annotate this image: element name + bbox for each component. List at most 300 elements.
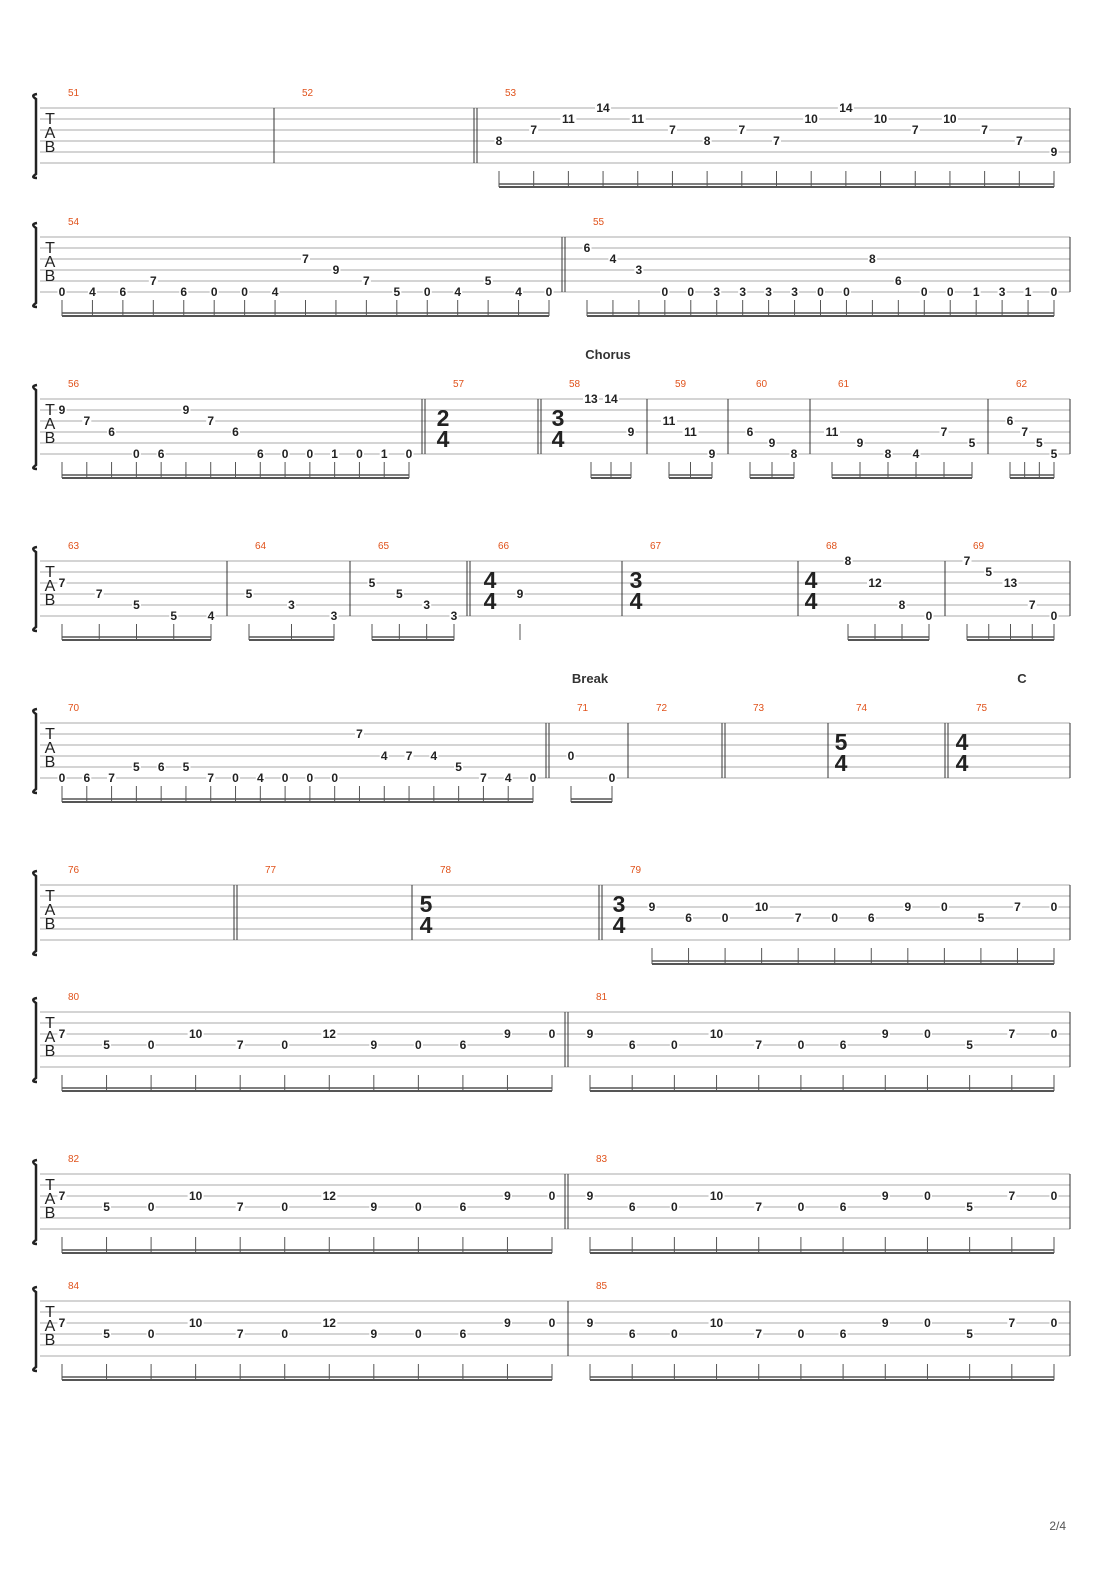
fret-number: 6 — [180, 285, 188, 299]
fret-number: 5 — [245, 587, 253, 601]
measure-number: 54 — [68, 217, 80, 228]
tab-clef-letter: A — [44, 254, 56, 271]
fret-number: 9 — [370, 1327, 378, 1341]
fret-number: 9 — [370, 1038, 378, 1052]
measure-number: 67 — [650, 541, 662, 552]
measure-number: 71 — [577, 703, 589, 714]
fret-number: 7 — [1015, 134, 1023, 148]
fret-number: 7 — [669, 123, 676, 137]
fret-number: 5 — [393, 285, 401, 299]
system-bracket — [33, 1287, 37, 1371]
time-signature-top: 3 — [629, 567, 643, 593]
system-bracket — [33, 94, 37, 178]
time-signature-bottom: 4 — [483, 588, 497, 614]
fret-number: 7 — [940, 425, 948, 439]
measure-number: 52 — [302, 88, 314, 99]
fret-number: 5 — [484, 274, 492, 288]
tab-clef-letter: B — [44, 1205, 56, 1222]
fret-number: 6 — [157, 447, 165, 461]
fret-number: 5 — [103, 1327, 110, 1341]
fret-number: 0 — [924, 1027, 931, 1041]
staff-system — [33, 217, 1070, 316]
fret-number: 0 — [661, 285, 669, 299]
fret-number: 0 — [721, 911, 729, 925]
fret-number: 0 — [306, 771, 314, 785]
fret-number: 7 — [58, 1316, 66, 1330]
fret-number: 8 — [884, 447, 892, 461]
tab-clef-letter: A — [44, 1029, 56, 1046]
fret-number: 6 — [83, 771, 91, 785]
fret-number: 6 — [157, 760, 165, 774]
fret-number: 9 — [58, 403, 66, 417]
fret-number: 10 — [873, 112, 888, 126]
fret-number: 0 — [831, 911, 839, 925]
tab-clef-letter: T — [45, 564, 55, 581]
tab-clef-letter: A — [44, 902, 56, 919]
fret-number: 3 — [288, 598, 295, 612]
measure-number: 85 — [596, 1281, 608, 1292]
fret-number: 9 — [627, 425, 635, 439]
fret-number: 8 — [790, 447, 798, 461]
staff-system — [33, 865, 1070, 964]
fret-number: 9 — [881, 1316, 889, 1330]
measure-number: 51 — [68, 88, 80, 99]
fret-number: 7 — [794, 911, 802, 925]
fret-number: 0 — [423, 285, 431, 299]
measure-number: 73 — [753, 703, 765, 714]
fret-number: 9 — [708, 447, 716, 461]
fret-number: 6 — [746, 425, 754, 439]
fret-number: 3 — [998, 285, 1006, 299]
fret-number: 14 — [604, 392, 618, 406]
tab-clef-letter: B — [44, 916, 56, 933]
fret-number: 5 — [395, 587, 403, 601]
tab-clef-letter: T — [45, 1177, 55, 1194]
measure-number: 74 — [856, 703, 868, 714]
fret-number: 10 — [709, 1027, 724, 1041]
time-signature-bottom: 4 — [834, 750, 848, 776]
fret-number: 6 — [583, 241, 591, 255]
fret-number: 0 — [356, 447, 363, 461]
measure-number: 62 — [1016, 379, 1028, 390]
time-signature-top: 5 — [834, 729, 848, 755]
fret-number: 0 — [687, 285, 695, 299]
fret-number: 5 — [133, 598, 140, 612]
fret-number: 5 — [966, 1038, 973, 1052]
fret-number: 9 — [768, 436, 776, 450]
system-bracket — [33, 385, 37, 469]
fret-number: 8 — [703, 134, 711, 148]
measure-number: 60 — [756, 379, 768, 390]
tab-clef-letter: B — [44, 430, 56, 447]
fret-number: 6 — [628, 1038, 636, 1052]
measure-number: 53 — [505, 88, 517, 99]
time-signature-top: 4 — [955, 729, 969, 755]
measure-number: 79 — [630, 865, 642, 876]
fret-number: 0 — [925, 609, 933, 623]
fret-number: 4 — [380, 749, 388, 763]
fret-number: 5 — [968, 436, 976, 450]
fret-number: 0 — [210, 285, 218, 299]
tab-clef-letter: T — [45, 1015, 55, 1032]
fret-number: 1 — [972, 285, 980, 299]
fret-number: 0 — [567, 749, 575, 763]
fret-number: 0 — [281, 1038, 289, 1052]
measure-number: 59 — [675, 379, 687, 390]
fret-number: 7 — [356, 727, 363, 741]
fret-number: 5 — [133, 760, 140, 774]
measure-number: 76 — [68, 865, 80, 876]
fret-number: 7 — [911, 123, 919, 137]
fret-number: 5 — [455, 760, 462, 774]
staff-system — [33, 703, 1070, 802]
fret-number: 0 — [281, 771, 289, 785]
fret-number: 0 — [548, 1316, 556, 1330]
measure-number: 80 — [68, 992, 80, 1003]
fret-number: 11 — [825, 425, 839, 439]
tab-clef-letter: B — [44, 754, 56, 771]
fret-number: 6 — [867, 911, 875, 925]
fret-number: 0 — [58, 771, 66, 785]
fret-number: 0 — [920, 285, 928, 299]
tab-clef-letter: A — [44, 416, 56, 433]
fret-number: 9 — [182, 403, 190, 417]
fret-number: 7 — [405, 749, 413, 763]
fret-number: 13 — [584, 392, 598, 406]
time-signature-top: 3 — [551, 405, 565, 431]
fret-number: 9 — [881, 1027, 889, 1041]
fret-number: 5 — [103, 1038, 110, 1052]
fret-number: 8 — [844, 554, 852, 568]
staff-system — [33, 992, 1070, 1091]
fret-number: 8 — [495, 134, 503, 148]
fret-number: 6 — [459, 1200, 467, 1214]
time-signature-bottom: 4 — [629, 588, 643, 614]
fret-number: 0 — [843, 285, 850, 299]
fret-number: 0 — [232, 771, 239, 785]
tab-clef-letter: T — [45, 888, 55, 905]
fret-number: 7 — [755, 1327, 763, 1341]
fret-number: 9 — [586, 1316, 594, 1330]
fret-number: 0 — [147, 1200, 155, 1214]
fret-number: 5 — [966, 1327, 973, 1341]
fret-number: 1 — [380, 447, 388, 461]
fret-number: 9 — [370, 1200, 378, 1214]
fret-number: 7 — [1008, 1316, 1016, 1330]
time-signature-bottom: 4 — [955, 750, 969, 776]
fret-number: 7 — [1021, 425, 1029, 439]
fret-number: 0 — [548, 1027, 556, 1041]
time-signature-bottom: 4 — [436, 426, 450, 452]
measure-number: 69 — [973, 541, 985, 552]
tab-clef-letter: T — [45, 111, 55, 128]
system-bracket — [33, 1160, 37, 1244]
fret-number: 10 — [709, 1189, 724, 1203]
fret-number: 9 — [648, 900, 656, 914]
fret-number: 7 — [773, 134, 780, 148]
time-signature-top: 2 — [436, 405, 450, 431]
fret-number: 0 — [671, 1038, 678, 1052]
fret-number: 5 — [368, 576, 376, 590]
fret-number: 6 — [839, 1038, 847, 1052]
fret-number: 6 — [628, 1200, 636, 1214]
fret-number: 3 — [765, 285, 772, 299]
measure-number: 72 — [656, 703, 668, 714]
tab-clef-letter: B — [44, 139, 56, 156]
fret-number: 3 — [739, 285, 747, 299]
fret-number: 7 — [1028, 598, 1036, 612]
system-bracket — [33, 871, 37, 955]
fret-number: 10 — [804, 112, 818, 126]
time-signature-bottom: 4 — [419, 912, 433, 938]
fret-number: 4 — [271, 285, 279, 299]
system-bracket — [33, 998, 37, 1082]
fret-number: 6 — [459, 1038, 467, 1052]
fret-number: 4 — [504, 771, 512, 785]
fret-number: 7 — [363, 274, 370, 288]
fret-number: 11 — [562, 112, 575, 126]
fret-number: 9 — [856, 436, 864, 450]
fret-number: 10 — [188, 1189, 203, 1203]
fret-number: 4 — [89, 285, 96, 299]
fret-number: 6 — [1006, 414, 1014, 428]
time-signature-bottom: 4 — [804, 588, 818, 614]
fret-number: 0 — [415, 1327, 422, 1341]
fret-number: 9 — [504, 1316, 511, 1330]
system-bracket — [33, 709, 37, 793]
fret-number: 6 — [685, 911, 692, 925]
fret-number: 0 — [405, 447, 413, 461]
fret-number: 0 — [797, 1200, 805, 1214]
tab-clef-letter: A — [44, 740, 56, 757]
fret-number: 8 — [869, 252, 876, 266]
fret-number: 9 — [904, 900, 912, 914]
section-label: Chorus — [585, 347, 631, 362]
fret-number: 0 — [1050, 1316, 1058, 1330]
fret-number: 6 — [459, 1327, 467, 1341]
fret-number: 7 — [1008, 1189, 1016, 1203]
fret-number: 9 — [586, 1189, 594, 1203]
tab-clef-letter: A — [44, 125, 56, 142]
fret-number: 5 — [170, 609, 178, 623]
measure-number: 61 — [838, 379, 850, 390]
fret-number: 4 — [256, 771, 264, 785]
fret-number: 7 — [530, 123, 538, 137]
tab-clef-letter: T — [45, 726, 55, 743]
measure-number: 55 — [593, 217, 605, 228]
fret-number: 0 — [946, 285, 954, 299]
fret-number: 9 — [504, 1189, 511, 1203]
fret-number: 7 — [83, 414, 91, 428]
fret-number: 7 — [981, 123, 988, 137]
measure-number: 70 — [68, 703, 80, 714]
fret-number: 9 — [881, 1189, 889, 1203]
measure-number: 57 — [453, 379, 465, 390]
fret-number: 5 — [966, 1200, 973, 1214]
section-label: C — [1017, 671, 1027, 686]
measure-number: 83 — [596, 1154, 608, 1165]
fret-number: 9 — [504, 1027, 511, 1041]
measure-number: 63 — [68, 541, 80, 552]
staff-system — [33, 88, 1070, 187]
time-signature-top: 3 — [612, 891, 626, 917]
fret-number: 0 — [147, 1038, 155, 1052]
fret-number: 7 — [58, 576, 66, 590]
fret-number: 7 — [207, 414, 215, 428]
fret-number: 7 — [207, 771, 215, 785]
fret-number: 3 — [450, 609, 458, 623]
fret-number: 12 — [322, 1027, 336, 1041]
fret-number: 12 — [868, 576, 882, 590]
fret-number: 10 — [709, 1316, 724, 1330]
fret-number: 10 — [188, 1027, 203, 1041]
fret-number: 7 — [58, 1189, 66, 1203]
fret-number: 7 — [95, 587, 103, 601]
measure-number: 77 — [265, 865, 277, 876]
fret-number: 0 — [1050, 285, 1058, 299]
fret-number: 7 — [108, 771, 115, 785]
fret-number: 6 — [108, 425, 115, 439]
fret-number: 0 — [797, 1038, 805, 1052]
fret-number: 6 — [232, 425, 239, 439]
fret-number: 6 — [628, 1327, 636, 1341]
fret-number: 5 — [182, 760, 190, 774]
measure-number: 64 — [255, 541, 267, 552]
measure-number: 65 — [378, 541, 390, 552]
fret-number: 0 — [1050, 609, 1058, 623]
fret-number: 0 — [133, 447, 140, 461]
fret-number: 14 — [839, 101, 853, 115]
fret-number: 10 — [943, 112, 957, 126]
fret-number: 0 — [1050, 1027, 1058, 1041]
fret-number: 9 — [516, 587, 524, 601]
fret-number: 0 — [415, 1038, 422, 1052]
fret-number: 7 — [738, 123, 746, 137]
fret-number: 0 — [1050, 900, 1058, 914]
tab-clef-letter: B — [44, 1332, 56, 1349]
fret-number: 0 — [58, 285, 66, 299]
tab-clef-letter: T — [45, 240, 55, 257]
tab-clef-letter: A — [44, 1318, 56, 1335]
measure-number: 82 — [68, 1154, 80, 1165]
system-bracket — [33, 547, 37, 631]
fret-number: 5 — [1035, 436, 1043, 450]
fret-number: 6 — [256, 447, 264, 461]
fret-number: 11 — [684, 425, 697, 439]
fret-number: 7 — [236, 1038, 244, 1052]
fret-number: 6 — [839, 1327, 847, 1341]
fret-number: 7 — [58, 1027, 66, 1041]
fret-number: 5 — [985, 565, 993, 579]
fret-number: 9 — [1050, 145, 1058, 159]
fret-number: 11 — [631, 112, 645, 126]
fret-number: 6 — [839, 1200, 847, 1214]
fret-number: 14 — [596, 101, 610, 115]
fret-number: 4 — [912, 447, 920, 461]
fret-number: 3 — [713, 285, 721, 299]
fret-number: 0 — [548, 1189, 556, 1203]
fret-number: 11 — [662, 414, 676, 428]
tab-clef-letter: T — [45, 1304, 55, 1321]
fret-number: 9 — [332, 263, 340, 277]
fret-number: 7 — [480, 771, 487, 785]
fret-number: 4 — [430, 749, 438, 763]
tab-clef-letter: A — [44, 1191, 56, 1208]
measure-number: 84 — [68, 1281, 80, 1292]
fret-number: 0 — [241, 285, 248, 299]
tab-clef-letter: B — [44, 1043, 56, 1060]
fret-number: 0 — [331, 771, 339, 785]
fret-number: 0 — [924, 1316, 931, 1330]
fret-number: 13 — [1003, 576, 1018, 590]
fret-number: 4 — [609, 252, 617, 266]
section-label: Break — [571, 671, 609, 686]
tab-clef-letter: A — [44, 578, 56, 595]
fret-number: 3 — [791, 285, 798, 299]
staff-system — [33, 541, 1070, 640]
staff-system — [33, 1154, 1070, 1253]
fret-number: 7 — [963, 554, 971, 568]
fret-number: 4 — [515, 285, 522, 299]
time-signature-top: 4 — [483, 567, 497, 593]
fret-number: 0 — [147, 1327, 155, 1341]
fret-number: 0 — [306, 447, 314, 461]
fret-number: 0 — [281, 1327, 289, 1341]
fret-number: 10 — [754, 900, 769, 914]
fret-number: 0 — [1050, 1189, 1058, 1203]
time-signature-bottom: 4 — [612, 912, 626, 938]
fret-number: 0 — [529, 771, 537, 785]
fret-number: 0 — [281, 447, 289, 461]
fret-number: 7 — [149, 274, 157, 288]
fret-number: 8 — [898, 598, 906, 612]
staff-system — [33, 1281, 1070, 1380]
fret-number: 7 — [1014, 900, 1021, 914]
fret-number: 0 — [545, 285, 553, 299]
fret-number: 12 — [322, 1316, 336, 1330]
tab-clef-letter: T — [45, 402, 55, 419]
fret-number: 5 — [977, 911, 985, 925]
tab-clef-letter: B — [44, 268, 56, 285]
fret-number: 4 — [454, 285, 462, 299]
fret-number: 6 — [894, 274, 902, 288]
fret-number: 10 — [188, 1316, 203, 1330]
measure-number: 81 — [596, 992, 608, 1003]
fret-number: 0 — [941, 900, 948, 914]
fret-number: 4 — [207, 609, 215, 623]
fret-number: 12 — [322, 1189, 336, 1203]
measure-number: 58 — [569, 379, 581, 390]
fret-number: 1 — [331, 447, 338, 461]
fret-number: 7 — [1008, 1027, 1016, 1041]
fret-number: 3 — [330, 609, 338, 623]
measure-number: 78 — [440, 865, 452, 876]
fret-number: 7 — [755, 1200, 763, 1214]
fret-number: 7 — [755, 1038, 763, 1052]
fret-number: 0 — [817, 285, 824, 299]
page-number: 2/4 — [1049, 1519, 1066, 1533]
fret-number: 0 — [415, 1200, 422, 1214]
measure-number: 75 — [976, 703, 988, 714]
fret-number: 0 — [608, 771, 616, 785]
fret-number: 0 — [671, 1200, 678, 1214]
fret-number: 7 — [236, 1200, 244, 1214]
fret-number: 1 — [1024, 285, 1032, 299]
tab-clef-letter: B — [44, 592, 56, 609]
fret-number: 0 — [797, 1327, 805, 1341]
fret-number: 0 — [281, 1200, 289, 1214]
fret-number: 7 — [236, 1327, 244, 1341]
